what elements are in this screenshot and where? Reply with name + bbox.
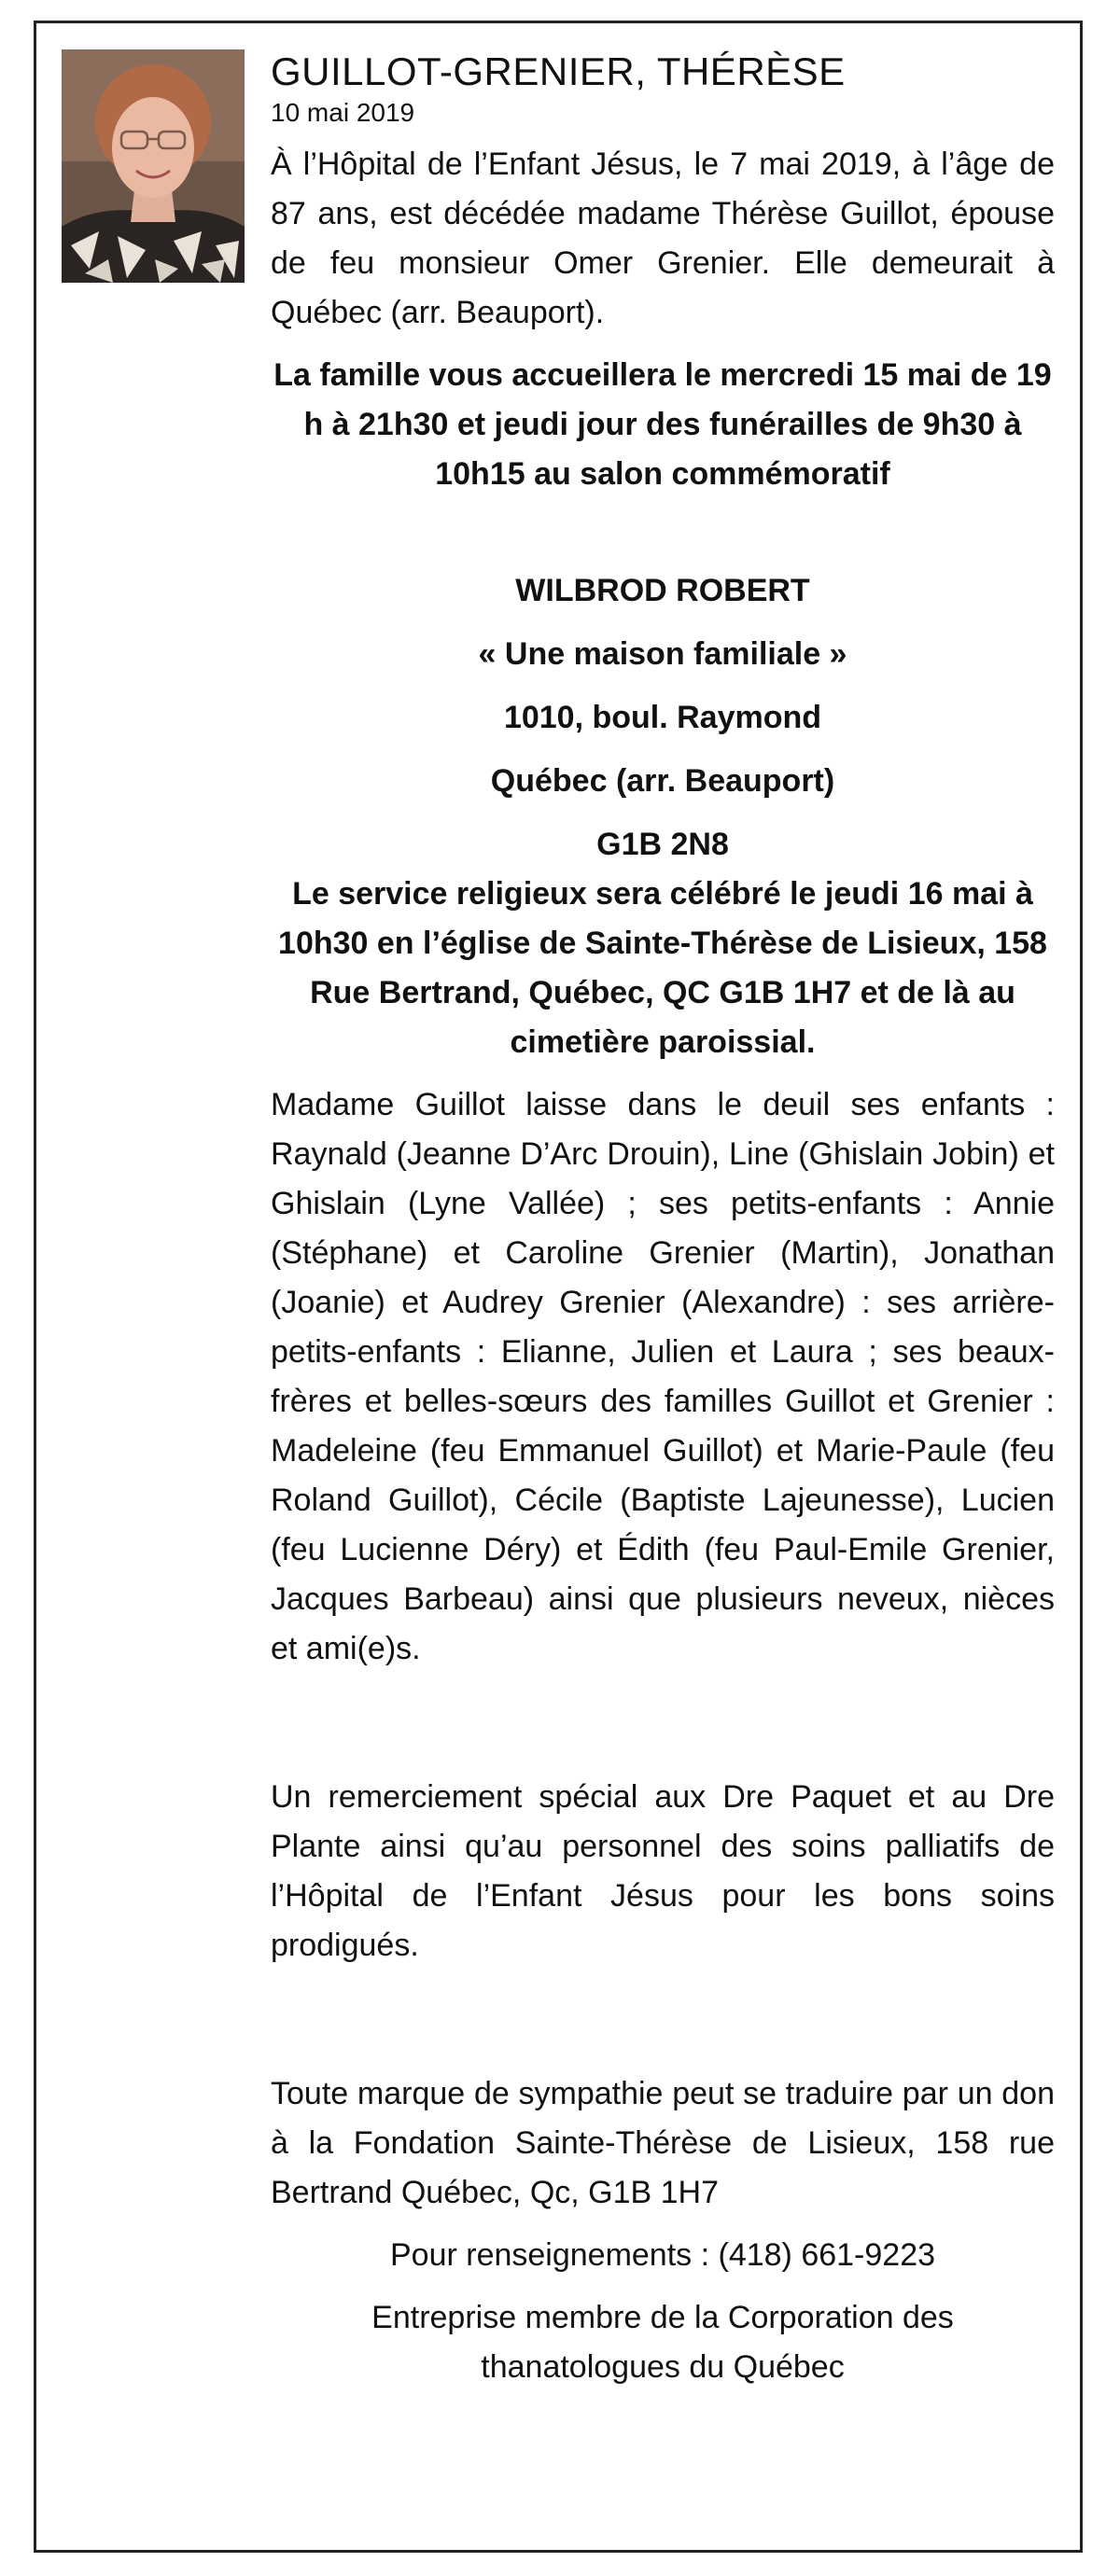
notice-content: [271, 47, 1055, 2392]
funeral-home-postal: G1B 2N8: [596, 827, 729, 862]
funeral-home-name: WILBROD ROBERT: [515, 573, 810, 608]
thanks-paragraph: Un remerciement spécial aux Dre Paquet et au Dre Plante ainsi qu’au personnel des soins palliatifs de l’Hôpital de l’Enfant Jésus pour les bons soins prodigués.: [271, 1779, 1055, 1963]
info-line: Pour renseignements : (418) 661-9223: [389, 2237, 936, 2273]
member-line: Entreprise membre de la Corporation des thanatologues du Québec: [371, 2300, 954, 2385]
donation-paragraph: Toute marque de sympathie peut se traduire par un don à la Fondation Sainte-Thérèse de Lisieux, 158 rue Bertrand Québec, Qc, G1B 1H7: [271, 2076, 1055, 2210]
funeral-home-tagline: « Une maison familiale »: [478, 636, 847, 672]
visitation-paragraph: La famille vous accueillera le mercredi 15 mai de 19 h à 21h30 et jeudi jour des funérailles de 9h30 à 10h15 au salon commémoratif: [273, 357, 1052, 492]
publication-date: 10 mai 2019: [271, 98, 415, 127]
survivors-paragraph: Madame Guillot laisse dans le deuil ses enfants : Raynald (Jeanne D’Arc Drouin), Line (Ghislain Jobin) et Ghislain (Lyne Vallée) ; ses petits-enfants : Annie (Stéphane) et Caroline Grenier (Martin), Jonathan (Joanie) et Audrey Grenier (Alexandre) : ses arrière-petits-enfants : Elianne, Julien et Laura ; ses beaux-frères et belles-sœurs des familles Guillot et Grenier : Madeleine (feu Emmanuel Guillot) et Marie-Paule (feu Roland Guillot), Cécile (Baptiste Lajeunesse), Lucien (feu Lucienne Déry) et Édith (feu Paul-Emile Grenier, Jacques Barbeau) ainsi que plusieurs neveux, nièces et ami(e)s.: [271, 1087, 1055, 1666]
portrait-photo: [62, 49, 245, 283]
funeral-home-street: 1010, boul. Raymond: [503, 700, 822, 735]
deceased-name: GUILLOT-GRENIER, THÉRÈSE: [271, 49, 846, 93]
intro-paragraph: À l’Hôpital de l’Enfant Jésus, le 7 mai 2019, à l’âge de 87 ans, est décédée madame Thérèse Guillot, épouse de feu monsieur Omer Grenier. Elle demeurait à Québec (arr. Beauport).: [271, 146, 1055, 330]
portrait-image: [62, 49, 245, 283]
funeral-home-city: Québec (arr. Beauport): [490, 763, 835, 799]
service-paragraph: Le service religieux sera célébré le jeudi 16 mai à 10h30 en l’église de Sainte-Thérèse de Lisieux, 158 Rue Bertrand, Québec, QC G1B 1H7 et de là au cimetière paroissial.: [278, 876, 1047, 1060]
